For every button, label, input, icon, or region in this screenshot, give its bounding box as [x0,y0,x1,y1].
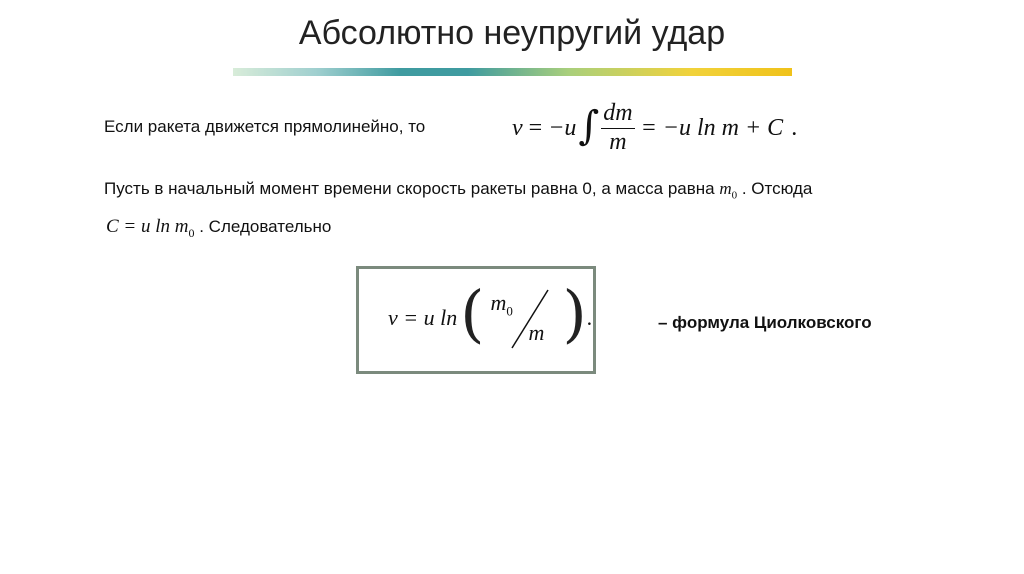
eq1-numerator: dm [601,100,634,129]
eq2-slash-fraction [484,286,562,350]
eq1-rhs: = −u ln m + C [640,114,784,141]
title-underline-bar [233,68,792,76]
fraction-slash [484,286,562,350]
line2-end: . Отсюда [741,179,813,198]
eq2-period: . [586,305,593,330]
line2 [104,179,812,201]
eq1-fraction [601,100,634,156]
m0-symbol: $m_0$ [719,179,738,202]
eq1-v: v [512,114,523,141]
eq2-m0: $m_0$ [490,290,513,319]
line2-text: Пусть в начальный момент времени скорость ракеты равна 0, а масса равна [104,179,715,198]
c-equation: C = u $\ln m_0$ [106,216,195,240]
integral-sign: ∫ [578,103,600,149]
eq1-period: . [791,114,798,141]
eq1-equals: = [528,114,543,141]
line3-text: . Следовательно [199,217,332,236]
eq1-denominator: m [609,128,627,155]
formula-label: – формула Циолковского [658,313,872,332]
equation-integral [512,98,797,158]
right-paren: ) [562,277,587,350]
eq2-lhs: v = u ln [388,305,458,330]
eq2-m: m [528,320,545,345]
line1-text: Если ракета движется прямолинейно, то [104,117,426,136]
tsiolkovsky-formula [388,277,593,354]
line3 [106,216,331,241]
slide-title: Абсолютно неупругий удар [298,14,726,52]
left-paren: ( [460,277,485,350]
eq1-minus-u: −u [548,114,577,141]
